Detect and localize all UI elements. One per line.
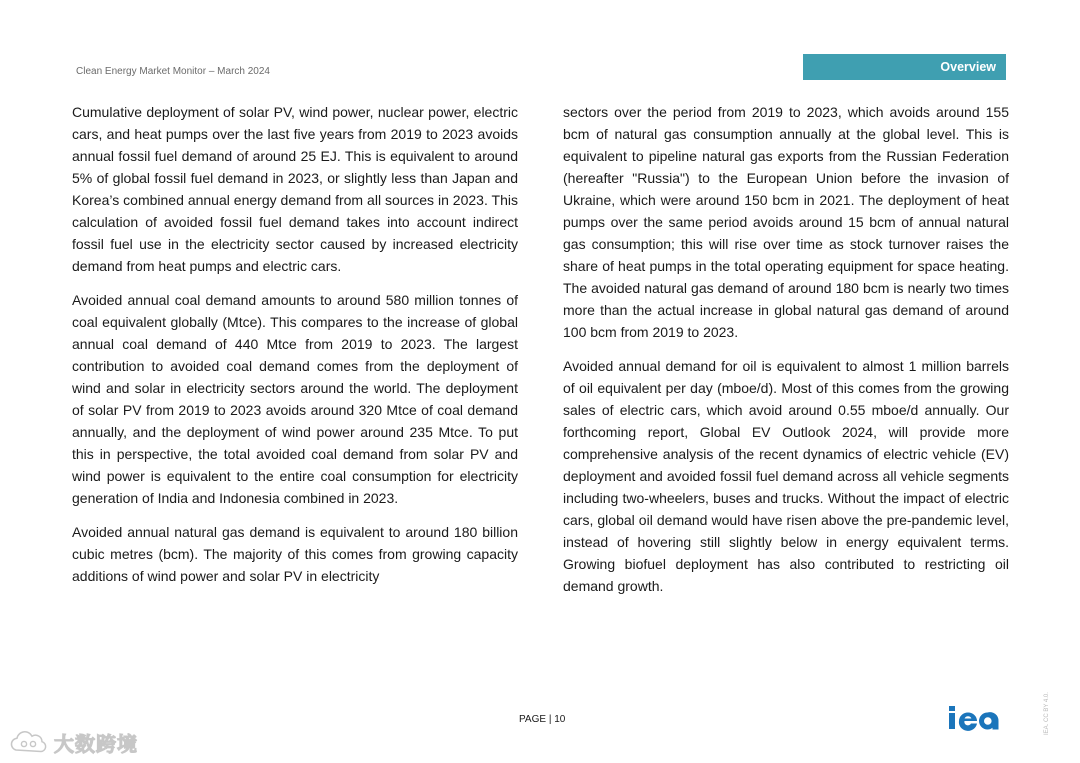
paragraph: Cumulative deployment of solar PV, wind power, nuclear power, electric cars, and heat pumps over the last five years from 2019 to 2023 avoids annual fossil fuel demand of around 25 EJ. This is equivalent to around 5% of global fossil fuel demand in 2023, or slightly less than Japan and Korea’s combined annual energy demand from all sources in 2023. This calculation of avoided fossil fuel demand takes into account indirect fossil fuel use in the electricity sector caused by increased electricity demand from heat pumps and electric cars.: [72, 104, 518, 274]
paragraph: sectors over the period from 2019 to 2023, which avoids around 155 bcm of natural gas consumption annually at the global level. This is equivalent to pipeline natural gas exports from the Russian Federation (hereafter "Russia") to the European Union before the invasion of Ukraine, which were around 150 bcm in 2021. The deployment of heat pumps over the same period avoids around 15 bcm of annual natural gas consumption; this will rise over time as stock turnover raises the share of heat pumps in the total operating equipment for space heating. The avoided natural gas demand of around 180 bcm is nearly two times more than the actual increase in global natural gas demand of around 100 bcm from 2019 to 2023.: [563, 104, 1009, 340]
right-column: [563, 101, 1009, 609]
license-text: IEA. CC BY 4.0.: [1044, 692, 1050, 735]
page-number: PAGE | 10: [519, 714, 566, 725]
watermark-cloud-icon: [8, 730, 50, 756]
iea-logo-icon[interactable]: [946, 703, 1008, 731]
section-tab-overview[interactable]: Overview: [803, 54, 1006, 80]
left-column: [72, 101, 518, 599]
report-title: Clean Energy Market Monitor – March 2024: [76, 66, 270, 77]
paragraph: Avoided annual demand for oil is equivalent to almost 1 million barrels of oil equivalent per day (mboe/d). Most of this comes from the growing sales of electric cars, which avoid around 0.55 mboe/d annually. Our forthcoming report, Global EV Outlook 2024, will provide more comprehensive analysis of the recent dynamics of electric vehicle (EV) deployment and avoided fossil fuel demand across all vehicle segments including two-wheelers, buses and trucks. Without the impact of electric cars, global oil demand would have risen above the pre-pandemic level, instead of hovering still slightly below in energy equivalent terms. Growing biofuel deployment has also contributed to restricting oil demand growth.: [563, 358, 1009, 594]
paragraph: Avoided annual natural gas demand is equivalent to around 180 billion cubic metres (bcm). The majority of this comes from growing capacity additions of wind power and solar PV in electricity: [72, 524, 518, 584]
paragraph: Avoided annual coal demand amounts to around 580 million tonnes of coal equivalent globally (Mtce). This compares to the increase of global annual coal demand of 440 Mtce from 2019 to 2023. The largest contribution to avoided coal demand comes from the deployment of wind and solar in electricity sectors around the world. The deployment of solar PV from 2019 to 2023 avoids around 320 Mtce of coal demand annually, and the deployment of wind power around 235 Mtce. To put this in perspective, the total avoided coal demand from solar PV and wind power is equivalent to the entire coal consumption for electricity generation of India and Indonesia combined in 2023.: [72, 292, 518, 506]
watermark: [8, 728, 138, 757]
watermark-text: 大数跨境: [54, 734, 138, 756]
